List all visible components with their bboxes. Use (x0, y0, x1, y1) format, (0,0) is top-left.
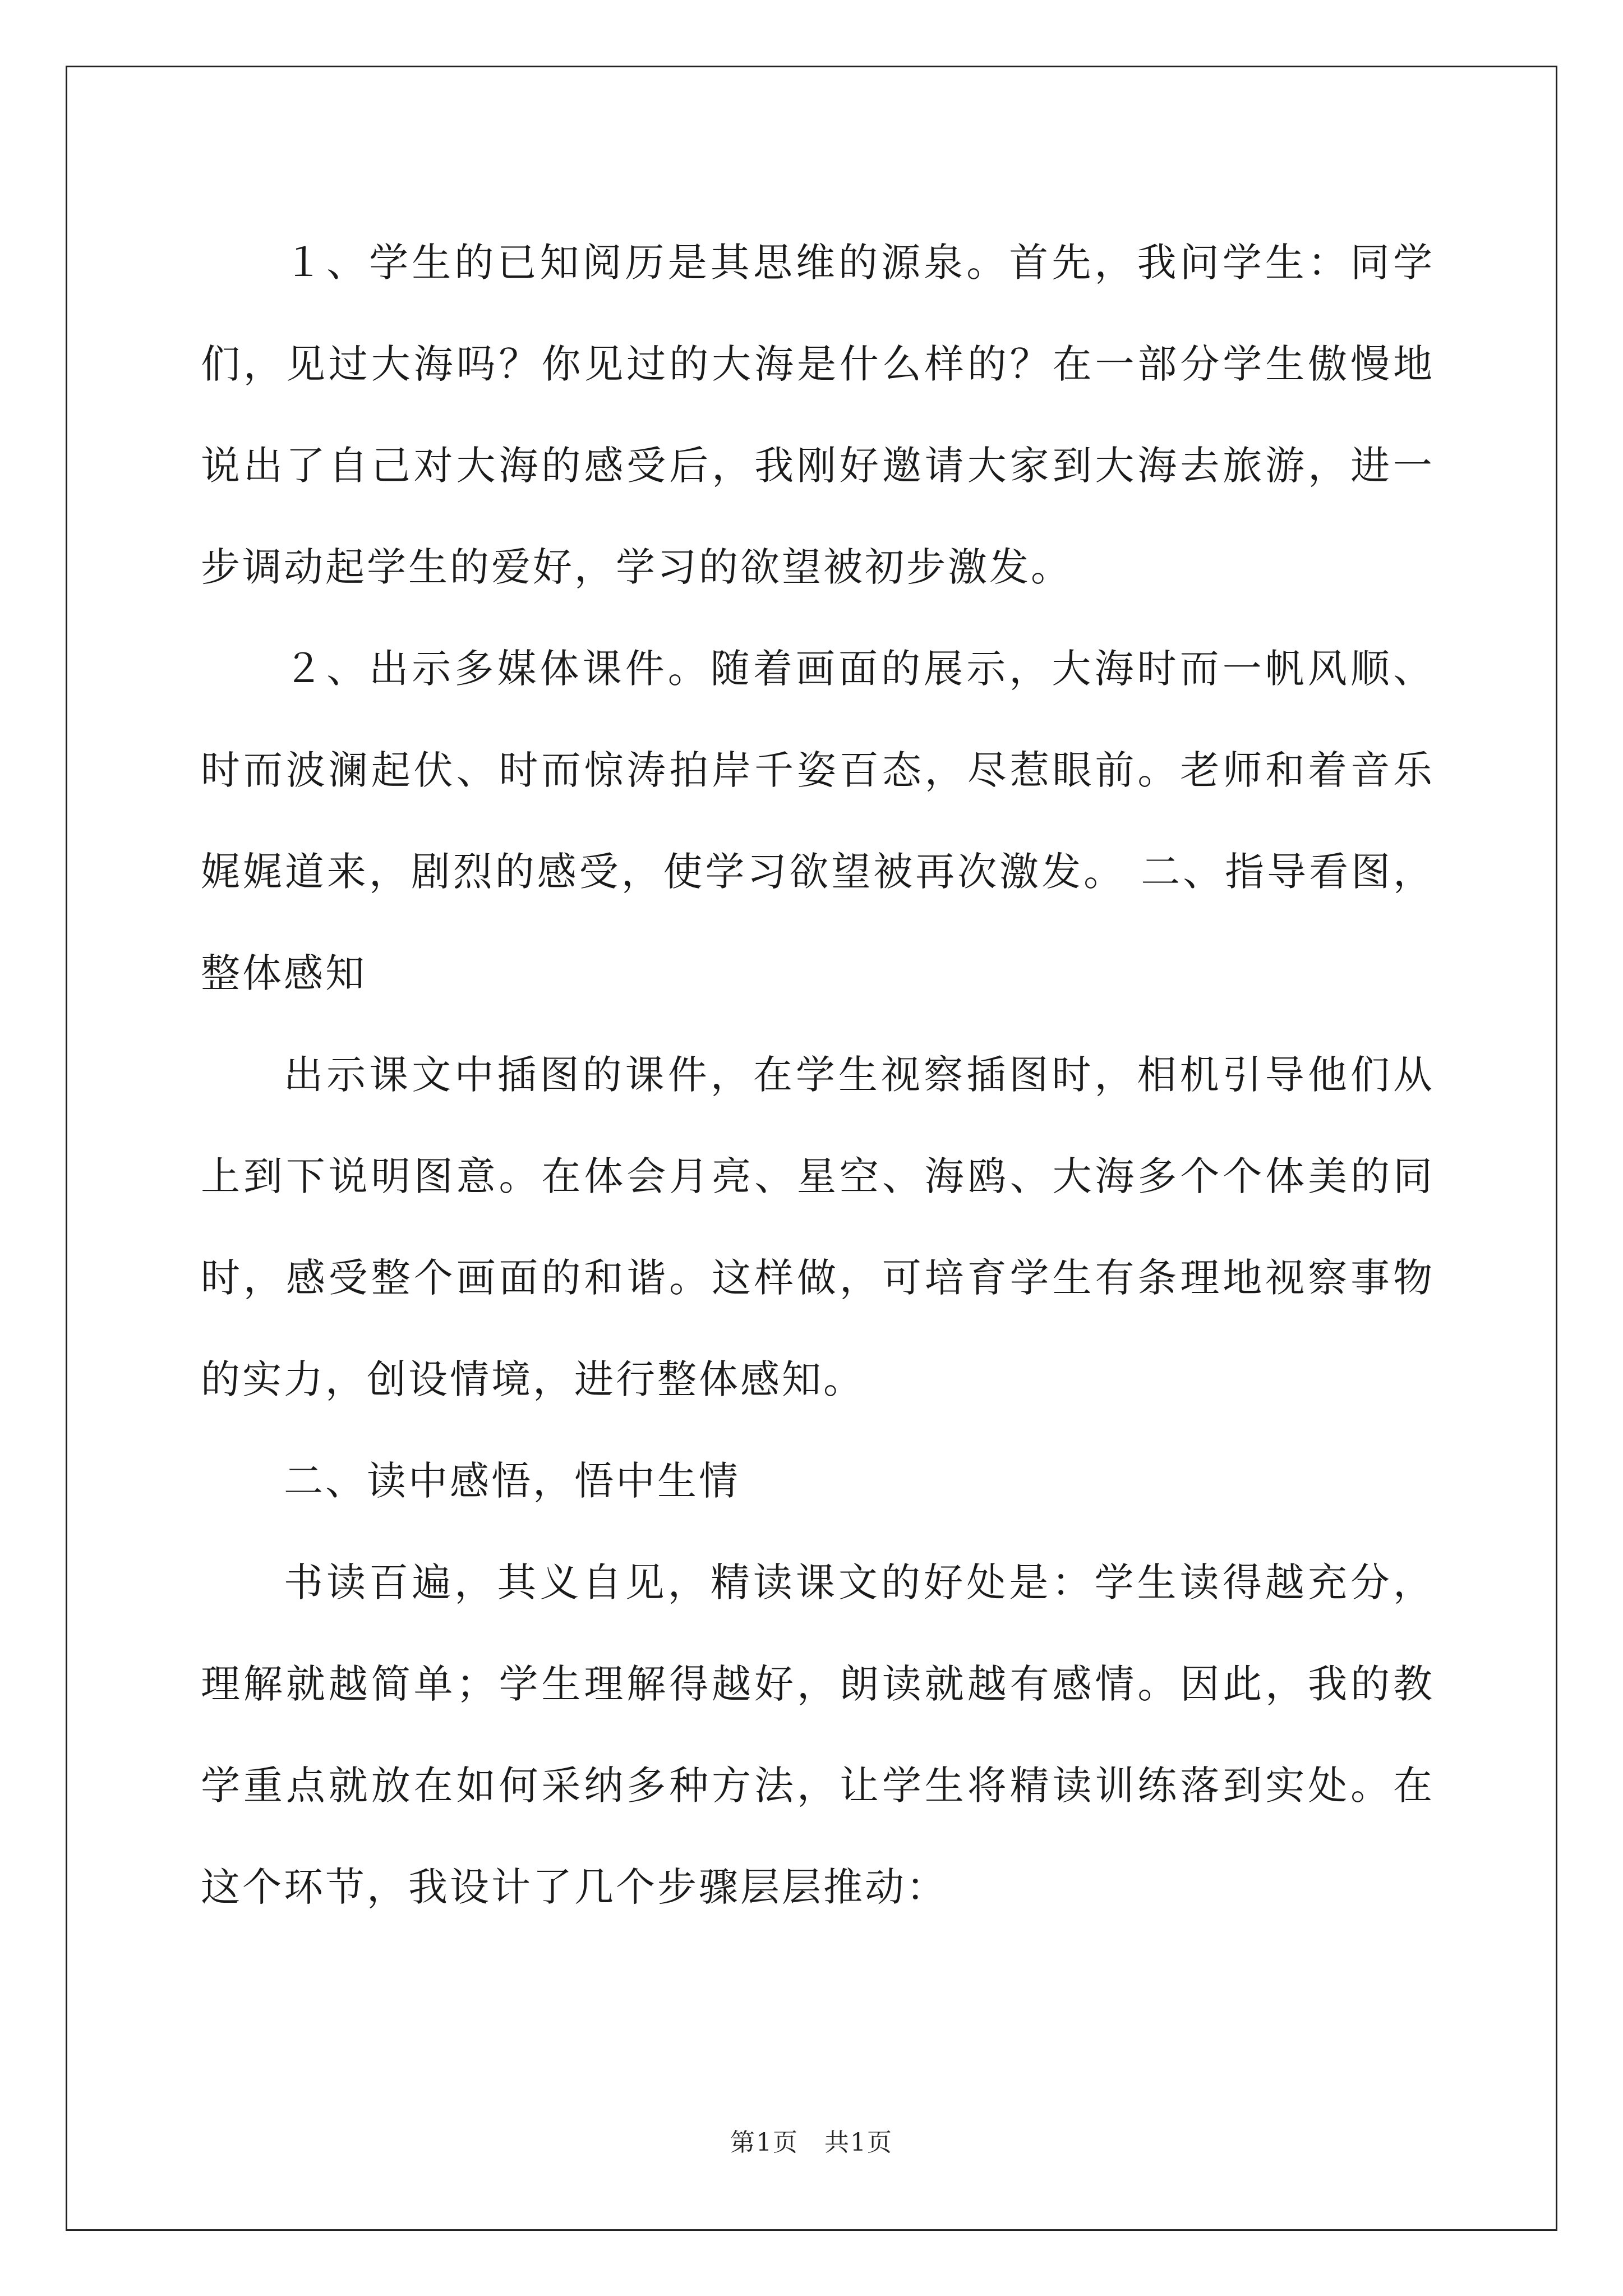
paragraph-5: 书读百遍，其义自见，精读课文的好处是：学生读得越充分，理解就越简单；学生理解得越好，朗读就越有感情。因此，我的教学重点就放在如何采纳多种方法，让学生将精读训练落到实处。在这个环节，我设计了几个步骤层层推动： (201, 1559, 1435, 1910)
paragraph-3: 出示课文中插图的课件，在学生视察插图时，相机引导他们从上到下说明图意。在体会月亮、星空、海鸥、大海多个个体美的同时，感受整个画面的和谐。这样做，可培育学生有条理地视察事物的实力，创设情境，进行整体感知。 (201, 1052, 1435, 1402)
page-number-label: 第1页 共1页 (730, 2128, 893, 2157)
page-footer (0, 2126, 1623, 2160)
paragraph-1: １、学生的已知阅历是其思维的源泉。首先，我问学生：同学们，见过大海吗？你见过的大海是什么样的？在一部分学生傲慢地说出了自己对大海的感受后，我刚好邀请大家到大海去旅游，进一步调动起学生的爱好，学习的欲望被初步激发。 (201, 240, 1435, 590)
paragraph-4-heading: 二、读中感悟，悟中生情 (284, 1458, 740, 1504)
document-body (201, 212, 1435, 1938)
paragraph-2: ２、出示多媒体课件。随着画面的展示，大海时而一帆风顺、时而波澜起伏、时而惊涛拍岸千姿百态，尽惹眼前。老师和着音乐娓娓道来，剧烈的感受，使学习欲望被再次激发。 二、指导看图，整体感知 (201, 646, 1435, 996)
